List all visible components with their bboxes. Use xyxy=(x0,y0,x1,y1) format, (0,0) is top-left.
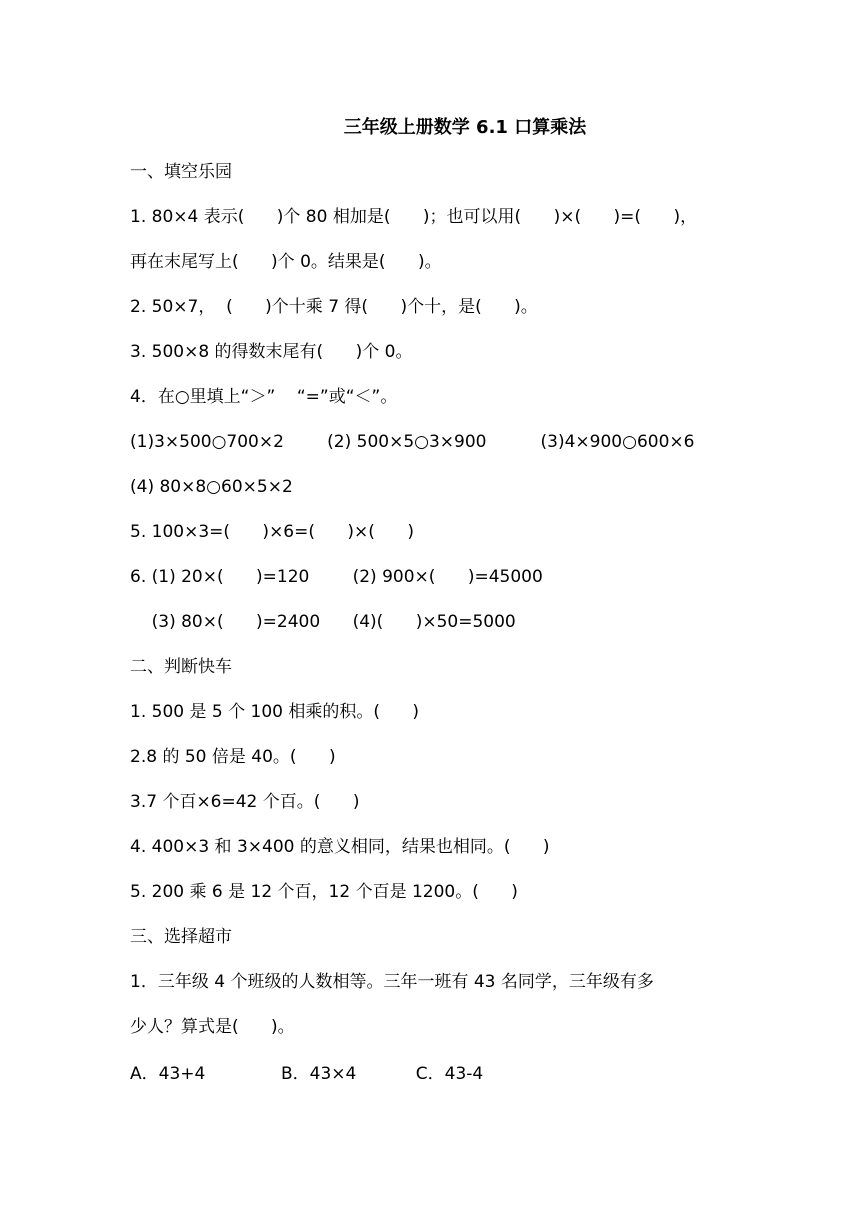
question-2-1: 1. 500 是 5 个 100 相乘的积。( ) xyxy=(130,702,420,722)
section-heading-fill-blanks: 一、填空乐园 xyxy=(130,162,232,182)
question-1-4: 4．在○里填上“＞” “=”或“＜”。 xyxy=(130,387,398,407)
question-1-6: 6. (1) 20×( )=120 (2) 900×( )=45000 xyxy=(130,567,543,587)
question-1-2: 2. 50×7， ( )个十乘 7 得( )个十，是( )。 xyxy=(130,297,538,317)
page-title: 三年级上册数学 6.1 口算乘法 xyxy=(343,117,587,138)
question-1-5: 5. 100×3=( )×6=( )×( ) xyxy=(130,522,414,542)
section-heading-multiple-choice: 三、选择超市 xyxy=(130,927,232,947)
question-1-1-cont: 再在末尾写上( )个 0。结果是( )。 xyxy=(130,252,442,272)
question-1-6-cont: (3) 80×( )=2400 (4)( )×50=5000 xyxy=(130,612,516,632)
question-2-3: 3.7 个百×6=42 个百。( ) xyxy=(130,792,360,812)
question-2-2: 2.8 的 50 倍是 40。( ) xyxy=(130,747,336,767)
question-1-1: 1. 80×4 表示( )个 80 相加是( )；也可以用( )×( )=( )， xyxy=(130,207,698,227)
question-3-1: 1．三年级 4 个班级的人数相等。三年一班有 43 名同学，三年级有多 xyxy=(130,972,654,992)
question-1-3: 3. 500×8 的得数末尾有( )个 0。 xyxy=(130,342,413,362)
question-2-5: 5. 200 乘 6 是 12 个百，12 个百是 1200。( ) xyxy=(130,882,518,902)
question-2-4: 4. 400×3 和 3×400 的意义相同，结果也相同。( ) xyxy=(130,837,550,857)
question-1-4-item-4: (4) 80×8○60×5×2 xyxy=(130,477,293,497)
question-3-1-cont: 少人？算式是( )。 xyxy=(130,1017,295,1037)
section-heading-true-false: 二、判断快车 xyxy=(130,657,232,677)
question-3-1-options: A．43+4 B．43×4 C．43-4 xyxy=(130,1064,484,1084)
question-1-4-items: (1)3×500○700×2 (2) 500×5○3×900 (3)4×900○600×6 xyxy=(130,432,695,452)
